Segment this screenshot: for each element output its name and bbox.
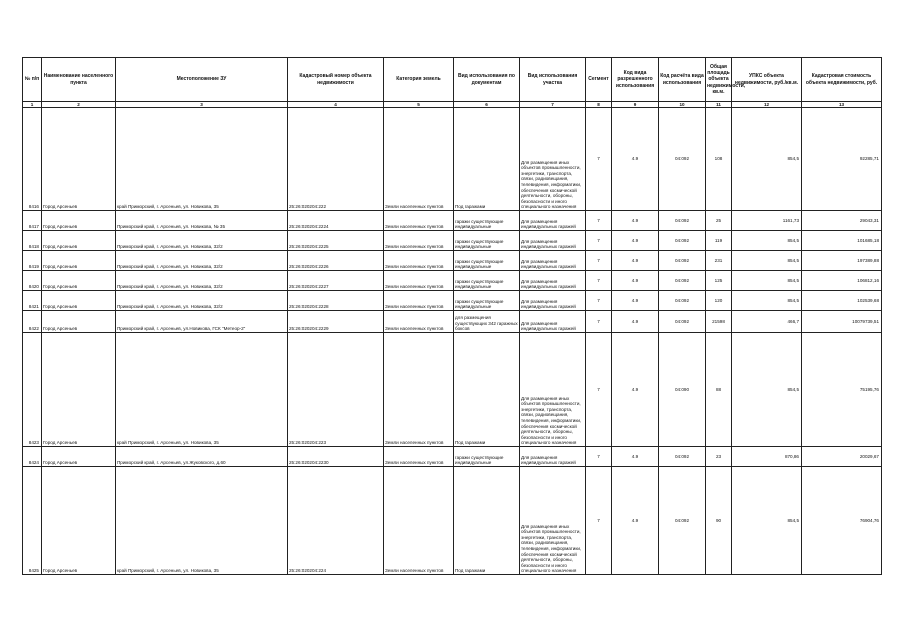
table-row: [23, 211, 882, 231]
permitted-use-code-cell: 4.9: [612, 467, 659, 575]
land-location-cell: Приморский край, г. Арсеньев, ул. Новикова, 32/2: [116, 231, 288, 251]
segment-cell: 7: [586, 467, 612, 575]
total-area-cell: 119: [706, 231, 732, 251]
column-number: 8: [586, 102, 612, 108]
segment-cell: 7: [586, 333, 612, 447]
column-number: 4: [288, 102, 384, 108]
table-row: [23, 467, 882, 575]
header-row: [23, 58, 882, 102]
specific-cadastral-value-cell: 854,5: [732, 271, 802, 291]
use-by-documents-cell: Под гаражами: [454, 467, 520, 575]
column-number: 3: [116, 102, 288, 108]
land-location-cell: край Приморский, г. Арсеньев, ул. Новикова, 35: [116, 467, 288, 575]
permitted-use-code-cell: 4.9: [612, 211, 659, 231]
column-number: 7: [520, 102, 586, 108]
cadastral-value-cell: 20029,67: [802, 447, 882, 467]
specific-cadastral-value-cell: 854,5: [732, 231, 802, 251]
land-category-cell: Земли населенных пунктов: [384, 251, 454, 271]
specific-cadastral-value-cell: 1161,73: [732, 211, 802, 231]
header-cell: Общая площадь объекта недвижимости, кв.м.: [706, 58, 732, 102]
actual-use-cell: Для размещения иных объектов промышленности, энергетики, транспорта, связи, радиовещания, телевидения, информатики, обеспечения космической деятельности, обороны, безопасности и иного специального назначения: [520, 108, 586, 211]
land-category-cell: Земли населенных пунктов: [384, 447, 454, 467]
calc-use-code-cell: 04:092: [659, 231, 706, 251]
actual-use-cell: Для размещения индивидуальных гаражей: [520, 311, 586, 333]
table-row: [23, 291, 882, 311]
settlement-name-cell: Город Арсеньев: [42, 108, 116, 211]
segment-cell: 7: [586, 447, 612, 467]
row-number-cell: 8422: [23, 311, 42, 333]
actual-use-cell: Для размещения иных объектов промышленности, энергетики, транспорта, связи, радиовещания, телевидения, информатики, обеспечения космической деятельности, обороны, безопасности и иного специального назначения: [520, 467, 586, 575]
use-by-documents-cell: для размещения существующих 342 гаражных боксов: [454, 311, 520, 333]
segment-cell: 7: [586, 211, 612, 231]
cadastral-number-cell: 25:26:020204:2226: [288, 251, 384, 271]
permitted-use-code-cell: 4.9: [612, 333, 659, 447]
permitted-use-code-cell: 4.9: [612, 291, 659, 311]
header-cell: Код вида разрешенного использования: [612, 58, 659, 102]
use-by-documents-cell: гаражи существующие индивидуальные: [454, 447, 520, 467]
segment-cell: 7: [586, 291, 612, 311]
land-category-cell: Земли населенных пунктов: [384, 271, 454, 291]
header-cell: Наименование населенного пункта: [42, 58, 116, 102]
table-row: [23, 251, 882, 271]
column-number: 9: [612, 102, 659, 108]
total-area-cell: 125: [706, 271, 732, 291]
calc-use-code-cell: 04:092: [659, 271, 706, 291]
table-row: [23, 108, 882, 211]
header-cell: Вид использования участка: [520, 58, 586, 102]
cadastral-value-cell: 197389,88: [802, 251, 882, 271]
specific-cadastral-value-cell: 854,5: [732, 467, 802, 575]
table-row: [23, 333, 882, 447]
table-row: [23, 447, 882, 467]
segment-cell: 7: [586, 271, 612, 291]
actual-use-cell: Для размещения индивидуальных гаражей: [520, 447, 586, 467]
use-by-documents-cell: гаражи существующие индивидуальные: [454, 271, 520, 291]
calc-use-code-cell: 04:092: [659, 211, 706, 231]
land-category-cell: Земли населенных пунктов: [384, 467, 454, 575]
column-number: 6: [454, 102, 520, 108]
row-number-cell: 8425: [23, 467, 42, 575]
land-category-cell: Земли населенных пунктов: [384, 211, 454, 231]
segment-cell: 7: [586, 108, 612, 211]
row-number-cell: 8420: [23, 271, 42, 291]
column-number: 1: [23, 102, 42, 108]
land-location-cell: Приморский край, г. Арсеньев, ул.Жуковского, д.60: [116, 447, 288, 467]
header-cell: Категория земель: [384, 58, 454, 102]
segment-cell: 7: [586, 311, 612, 333]
row-number-cell: 8424: [23, 447, 42, 467]
cadastral-number-cell: 25:26:020204:224: [288, 467, 384, 575]
settlement-name-cell: Город Арсеньев: [42, 211, 116, 231]
header-cell: УПКС объекта недвижимости, руб./кв.м.: [732, 58, 802, 102]
use-by-documents-cell: гаражи существующие индивидуальные: [454, 251, 520, 271]
land-category-cell: Земли населенных пунктов: [384, 333, 454, 447]
column-number: 5: [384, 102, 454, 108]
cadastral-value-cell: 76904,76: [802, 467, 882, 575]
actual-use-cell: Для размещения индивидуальных гаражей: [520, 231, 586, 251]
total-area-cell: 108: [706, 108, 732, 211]
header-cell: Код расчёта вида использования: [659, 58, 706, 102]
settlement-name-cell: Город Арсеньев: [42, 231, 116, 251]
land-location-cell: Приморский край, г. Арсеньев, ул. Новикова, 32/2: [116, 271, 288, 291]
settlement-name-cell: Город Арсеньев: [42, 333, 116, 447]
calc-use-code-cell: 04:092: [659, 311, 706, 333]
header-cell: Сегмент: [586, 58, 612, 102]
calc-use-code-cell: 04:092: [659, 251, 706, 271]
land-location-cell: Приморский край, г. Арсеньев, ул. Новикова, 32/2: [116, 291, 288, 311]
settlement-name-cell: Город Арсеньев: [42, 467, 116, 575]
row-number-cell: 8416: [23, 108, 42, 211]
total-area-cell: 25: [706, 211, 732, 231]
land-location-cell: Приморский край, г. Арсеньев, ул. Новикова, № 35: [116, 211, 288, 231]
permitted-use-code-cell: 4.9: [612, 108, 659, 211]
permitted-use-code-cell: 4.9: [612, 271, 659, 291]
cadastral-value-cell: 106812,16: [802, 271, 882, 291]
actual-use-cell: Для размещения индивидуальных гаражей: [520, 211, 586, 231]
permitted-use-code-cell: 4.9: [612, 311, 659, 333]
column-number: 2: [42, 102, 116, 108]
land-category-cell: Земли населенных пунктов: [384, 311, 454, 333]
specific-cadastral-value-cell: 466,7: [732, 311, 802, 333]
total-area-cell: 90: [706, 467, 732, 575]
use-by-documents-cell: Под гаражами: [454, 333, 520, 447]
actual-use-cell: Для размещения индивидуальных гаражей: [520, 251, 586, 271]
total-area-cell: 21598: [706, 311, 732, 333]
cadastral-number-cell: 25:26:020204:2224: [288, 211, 384, 231]
cadastral-value-cell: 10079739,51: [802, 311, 882, 333]
cadastral-value-cell: 29043,31: [802, 211, 882, 231]
settlement-name-cell: Город Арсеньев: [42, 447, 116, 467]
row-number-cell: 8423: [23, 333, 42, 447]
calc-use-code-cell: 04:092: [659, 447, 706, 467]
actual-use-cell: Для размещения иных объектов промышленности, энергетики, транспорта, связи, радиовещания, телевидения, информатики, обеспечения космической деятельности, обороны, безопасности и иного специального назначения: [520, 333, 586, 447]
cadastral-number-cell: 25:26:020204:2229: [288, 311, 384, 333]
cadastral-number-cell: 25:26:020204:2227: [288, 271, 384, 291]
cadastral-number-cell: 25:26:020204:222: [288, 108, 384, 211]
specific-cadastral-value-cell: 854,5: [732, 108, 802, 211]
cadastral-value-cell: 75195,76: [802, 333, 882, 447]
total-area-cell: 120: [706, 291, 732, 311]
land-category-cell: Земли населенных пунктов: [384, 291, 454, 311]
calc-use-code-cell: 04:092: [659, 108, 706, 211]
header-cell: Кадастровая стоимость объекта недвижимости, руб.: [802, 58, 882, 102]
land-location-cell: Приморский край, г. Арсеньев, ул. Новикова, 32/2: [116, 251, 288, 271]
specific-cadastral-value-cell: 870,86: [732, 447, 802, 467]
header-cell: № п/п: [23, 58, 42, 102]
land-location-cell: Приморский край, г. Арсеньев, ул.Новикова, ГСК "Метеор-2": [116, 311, 288, 333]
cadastral-value-cell: 101685,18: [802, 231, 882, 251]
column-number: 10: [659, 102, 706, 108]
use-by-documents-cell: гаражи существующие индивидуальные: [454, 291, 520, 311]
cadastral-number-cell: 25:26:020204:2230: [288, 447, 384, 467]
cadastral-value-table: [22, 57, 882, 575]
use-by-documents-cell: гаражи существующие индивидуальные: [454, 231, 520, 251]
total-area-cell: 231: [706, 251, 732, 271]
total-area-cell: 88: [706, 333, 732, 447]
calc-use-code-cell: 04:092: [659, 467, 706, 575]
calc-use-code-cell: 04:090: [659, 333, 706, 447]
actual-use-cell: Для размещения индивидуальных гаражей: [520, 271, 586, 291]
segment-cell: 7: [586, 251, 612, 271]
cadastral-number-cell: 25:26:020204:2228: [288, 291, 384, 311]
use-by-documents-cell: гаражи существующие индивидуальные: [454, 211, 520, 231]
land-location-cell: край Приморский, г. Арсеньев, ул. Новикова, 35: [116, 333, 288, 447]
permitted-use-code-cell: 4.9: [612, 251, 659, 271]
header-cell: Местоположение ЗУ: [116, 58, 288, 102]
column-number: 13: [802, 102, 882, 108]
settlement-name-cell: Город Арсеньев: [42, 311, 116, 333]
land-location-cell: край Приморский, г. Арсеньев, ул. Новикова, 35: [116, 108, 288, 211]
table-row: [23, 231, 882, 251]
segment-cell: 7: [586, 231, 612, 251]
column-number: 11: [706, 102, 732, 108]
land-category-cell: Земли населенных пунктов: [384, 108, 454, 211]
permitted-use-code-cell: 4.9: [612, 447, 659, 467]
row-number-cell: 8419: [23, 251, 42, 271]
specific-cadastral-value-cell: 854,5: [732, 291, 802, 311]
cadastral-number-cell: 25:26:020204:2225: [288, 231, 384, 251]
cadastral-number-cell: 25:26:020204:223: [288, 333, 384, 447]
permitted-use-code-cell: 4.9: [612, 231, 659, 251]
settlement-name-cell: Город Арсеньев: [42, 271, 116, 291]
specific-cadastral-value-cell: 854,5: [732, 333, 802, 447]
actual-use-cell: Для размещения индивидуальных гаражей: [520, 291, 586, 311]
table-row: [23, 271, 882, 291]
settlement-name-cell: Город Арсеньев: [42, 251, 116, 271]
column-number: 12: [732, 102, 802, 108]
row-number-cell: 8417: [23, 211, 42, 231]
land-category-cell: Земли населенных пунктов: [384, 231, 454, 251]
cadastral-value-cell: 92285,71: [802, 108, 882, 211]
table-row: [23, 311, 882, 333]
header-cell: Кадастровый номер объекта недвижимости: [288, 58, 384, 102]
header-cell: Вид использования по документам: [454, 58, 520, 102]
row-number-cell: 8421: [23, 291, 42, 311]
use-by-documents-cell: Под гаражами: [454, 108, 520, 211]
total-area-cell: 23: [706, 447, 732, 467]
specific-cadastral-value-cell: 854,5: [732, 251, 802, 271]
calc-use-code-cell: 04:092: [659, 291, 706, 311]
settlement-name-cell: Город Арсеньев: [42, 291, 116, 311]
row-number-cell: 8418: [23, 231, 42, 251]
cadastral-value-cell: 102539,68: [802, 291, 882, 311]
